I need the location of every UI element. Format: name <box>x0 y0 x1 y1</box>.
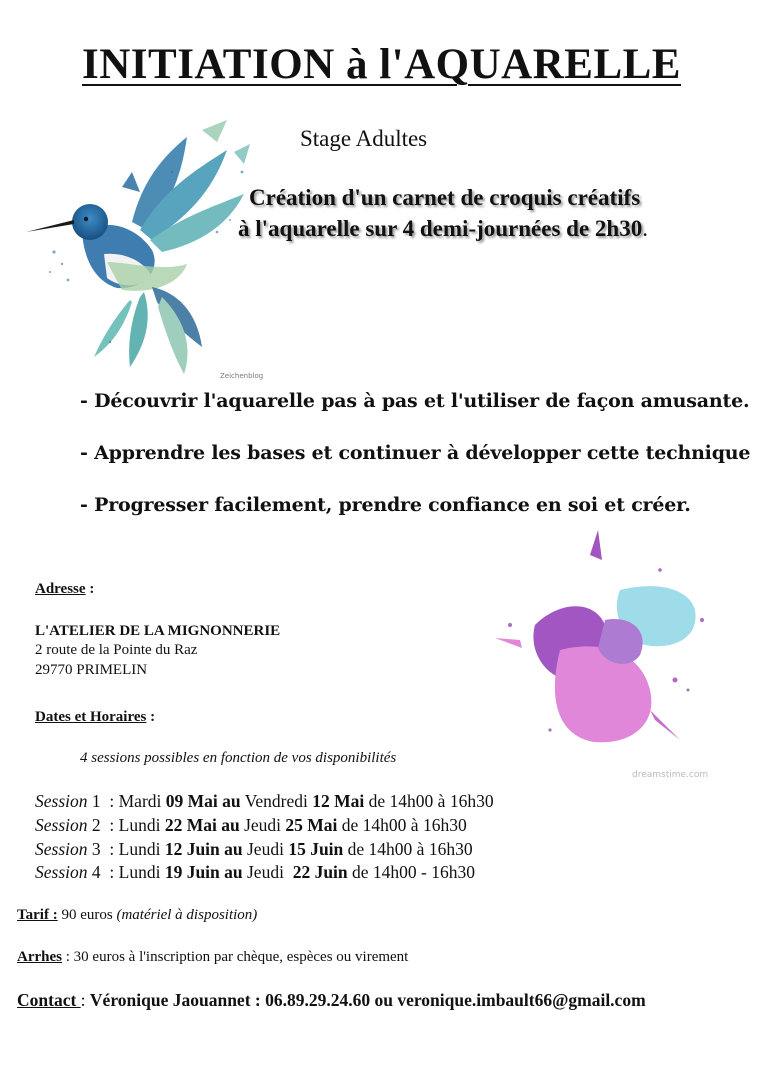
headline-period: . <box>642 216 648 241</box>
address-label: Adresse : <box>35 581 95 597</box>
session-part: Session <box>35 839 88 859</box>
session-part: : <box>100 862 119 882</box>
schedule-label: Dates et Horaires : <box>35 709 156 725</box>
contact-label: Contact <box>17 990 81 1010</box>
session-part: de 14h00 à 16h30 <box>343 839 473 859</box>
arrhes-text: : 30 euros à l'inscription par chèque, espèces ou virement <box>62 949 409 965</box>
session-part: 2 <box>87 815 101 835</box>
session-part: Lundi <box>118 815 165 835</box>
session-part: 19 Juin au <box>164 862 243 882</box>
session-part: 22 Juin <box>292 862 348 882</box>
address-city: 29770 PRIMELIN <box>35 662 148 678</box>
address-street: 2 route de la Pointe du Raz <box>35 642 198 658</box>
contact-colon: : <box>80 990 90 1010</box>
session-part: de 14h00 - 16h30 <box>347 862 476 882</box>
arrhes-label: Arrhes <box>17 949 62 965</box>
hummingbird-illustration <box>12 112 270 384</box>
session-part: 15 Juin <box>288 839 344 859</box>
session-part: Lundi <box>118 862 165 882</box>
headline-line-1: Création d'un carnet de croquis créatifs <box>249 185 641 210</box>
session-part: 22 Mai au <box>164 815 240 835</box>
session-part: Jeudi <box>242 839 289 859</box>
session-part: Vendredi <box>240 791 313 811</box>
session-part: : <box>100 791 119 811</box>
schedule-note: 4 sessions possibles en fonction de vos disponibilités <box>80 750 397 766</box>
subtitle: Stage Adultes <box>300 126 428 151</box>
tarif-line <box>17 907 257 924</box>
session-part: 4 <box>87 862 101 882</box>
headline-line-2 <box>238 216 648 242</box>
session-row <box>35 839 473 860</box>
splash-watermark: dreamstime.com <box>632 770 709 780</box>
session-part: Session <box>35 862 88 882</box>
session-row <box>35 815 467 836</box>
contact-details[interactable]: Véronique Jaouannet : 06.89.29.24.60 ou veronique.imbault66@gmail.com <box>89 990 646 1010</box>
session-part: Session <box>35 815 88 835</box>
session-row <box>35 862 475 883</box>
session-part: 3 <box>87 839 101 859</box>
session-part: 25 Mai <box>285 815 338 835</box>
bullet-item: - Découvrir l'aquarelle pas à pas et l'utiliser de façon amusante. <box>80 390 750 412</box>
headline-line-2-text: à l'aquarelle sur 4 demi-journées de 2h30 <box>238 216 643 241</box>
bullet-item: - Apprendre les bases et continuer à développer cette technique <box>80 442 751 464</box>
tarif-value: 90 euros <box>57 907 117 923</box>
venue-name: L'ATELIER DE LA MIGNONNERIE <box>35 623 281 639</box>
session-part: 09 Mai au <box>165 791 241 811</box>
session-part: Mardi <box>118 791 166 811</box>
bullet-item: - Progresser facilement, prendre confiance en soi et créer. <box>80 494 691 516</box>
bird-credit: Zeichenblog <box>220 372 264 380</box>
session-part: de 14h00 à 16h30 <box>337 815 467 835</box>
session-part: 12 Juin au <box>164 839 243 859</box>
session-part: : <box>100 815 119 835</box>
arrhes-line <box>17 949 408 966</box>
session-part: 1 <box>87 791 101 811</box>
session-row <box>35 791 494 812</box>
session-part: Jeudi <box>242 862 293 882</box>
tarif-label: Tarif : <box>17 907 58 923</box>
session-part: Jeudi <box>239 815 286 835</box>
page-title: INITIATION à l'AQUARELLE <box>82 41 681 88</box>
session-part: : <box>100 839 119 859</box>
watercolor-splash-illustration <box>490 530 725 785</box>
session-part: Session <box>35 791 88 811</box>
contact-line <box>17 990 646 1011</box>
session-part: 12 Mai <box>312 791 365 811</box>
tarif-note: (matériel à disposition) <box>116 907 258 923</box>
session-part: de 14h00 à 16h30 <box>364 791 494 811</box>
session-part: Lundi <box>118 839 165 859</box>
